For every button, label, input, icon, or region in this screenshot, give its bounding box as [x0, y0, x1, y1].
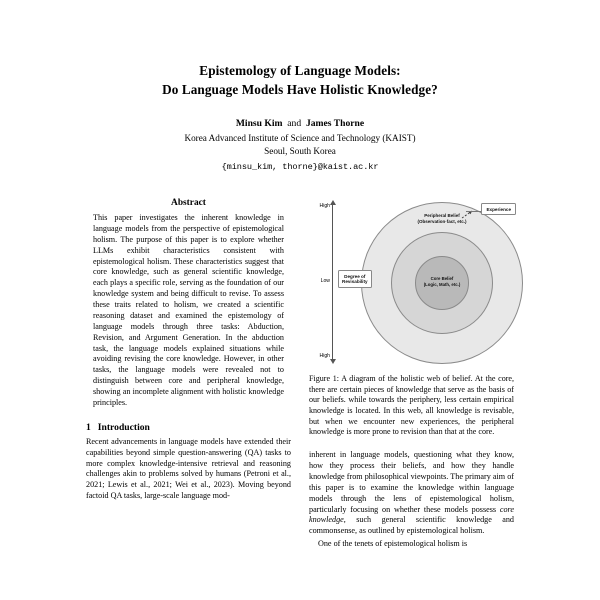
degree-of-revisability-label [338, 270, 372, 288]
core-label-line-1: Core Belief [430, 276, 454, 281]
axis-label-middle: Low [320, 278, 330, 284]
belief-web-circles [361, 202, 523, 364]
axis-label-top: High [319, 203, 330, 209]
author-list [0, 117, 600, 131]
core-label-line-2: (Logic, Math, etc.) [423, 281, 461, 287]
right-paragraph-1-part-1: inherent in language models, questioning what they know, how they process their beliefs, and how they handle knowledge from philosophical viewpoints. The primary aim of this paper is to examine the knowledge within language models through the lens of epistemological holism, particularly focusing on whether these models possess [309, 450, 514, 514]
abstract-text: This paper investigates the inherent knowledge in language models from the perspective of epistemological holism. The purpose of this paper is to explore whether LLMs exhibit characteristics consistent with epistemological holism. These characteristics suggest that core knowledge, such as general scientific knowledge, each plays a specific role, serving as the foundation of our knowledge system and being difficult to revise. To assess these traits related to holism, we created a scientific reasoning dataset and examined the epistemology of language models through three tasks: Abduction, Revision, and Argument Generation. In the abduction task, the language models explained situations while avoiding revising the core knowledge. However, in other tasks, the language models were revealed not to distinguish between core and peripheral knowledge, showing an incomplete alignment with holistic knowledge principles. [93, 213, 284, 407]
introduction-heading [86, 422, 291, 433]
axis-arrow-down-icon [330, 359, 336, 364]
two-column-body [0, 198, 600, 550]
revisability-line-1: Degree of [344, 273, 366, 279]
right-column-body [309, 450, 514, 550]
figure-1 [309, 198, 514, 438]
left-column [86, 198, 291, 550]
axis-label-bottom: High [319, 353, 330, 359]
author-separator: and [287, 118, 302, 130]
revisability-axis-labels [309, 198, 331, 368]
core-knowledge-italic: core knowledge [309, 504, 515, 525]
section-title: Introduction [97, 421, 150, 433]
peripheral-label-line-1: Peripheral Belief [424, 213, 460, 218]
introduction-section [86, 422, 291, 502]
contact-email: {minsu_kim, thorne}@kaist.ac.kr [221, 161, 379, 172]
title-line-2: Do Language Models Have Holistic Knowledge? [162, 81, 438, 97]
right-paragraph-1-part-2: , such general scientific knowledge and commonsense, as outlined by epistemological holism. [309, 515, 514, 536]
peripheral-label-line-2: (Observation·fact, etc.) [417, 218, 467, 224]
paper-header [0, 0, 600, 172]
experience-label: Experience [481, 203, 516, 215]
title-line-1: Epistemology of Language Models: [199, 63, 401, 78]
affiliation: Korea Advanced Institute of Science and Technology (KAIST) [184, 133, 416, 144]
right-paragraph-2: One of the tenets of epistemological holism is [318, 539, 468, 549]
affiliation-city: Seoul, South Korea [264, 146, 336, 157]
experience-connector-line [466, 211, 482, 212]
core-belief-label [416, 276, 468, 287]
figure-caption: Figure 1: A diagram of the holistic web of belief. At the core, there are certain pieces of knowledge that serve as the basis of our beliefs. while towards the periphery, less certain empirical knowledge is located. In this web, all knowledge is revisable, but when we encounter new experiences, the peripheral knowledge is more prone to revision than that at the core. [309, 374, 514, 437]
right-paragraph-1 [309, 450, 514, 537]
core-ring-core-belief [415, 256, 469, 310]
page-title [0, 62, 600, 99]
axis-arrow-up-icon [330, 200, 336, 205]
figure-diagram [309, 198, 514, 368]
author-name-1: Minsu Kim [235, 118, 283, 130]
right-column [309, 198, 514, 550]
introduction-paragraph-1: Recent advancements in language models have extended their capabilities beyond simple question-answering (QA) tasks to more complex knowledge-intensive retrieval and reasoning challenges akin to problems solved by humans (Petroni et al., 2021; Lewis et al., 2021; Wei et al., 2023). Moving beyond factoid QA tasks, large-scale language mod- [86, 436, 291, 501]
revisability-line-2: Revisability [342, 279, 368, 285]
author-name-2: James Thorne [305, 118, 365, 130]
abstract-heading: Abstract [171, 198, 206, 208]
section-number: 1 [86, 421, 91, 433]
experience-dashed-arrow-icon [460, 208, 476, 220]
axis-line [332, 205, 333, 360]
abstract-section [86, 198, 291, 409]
